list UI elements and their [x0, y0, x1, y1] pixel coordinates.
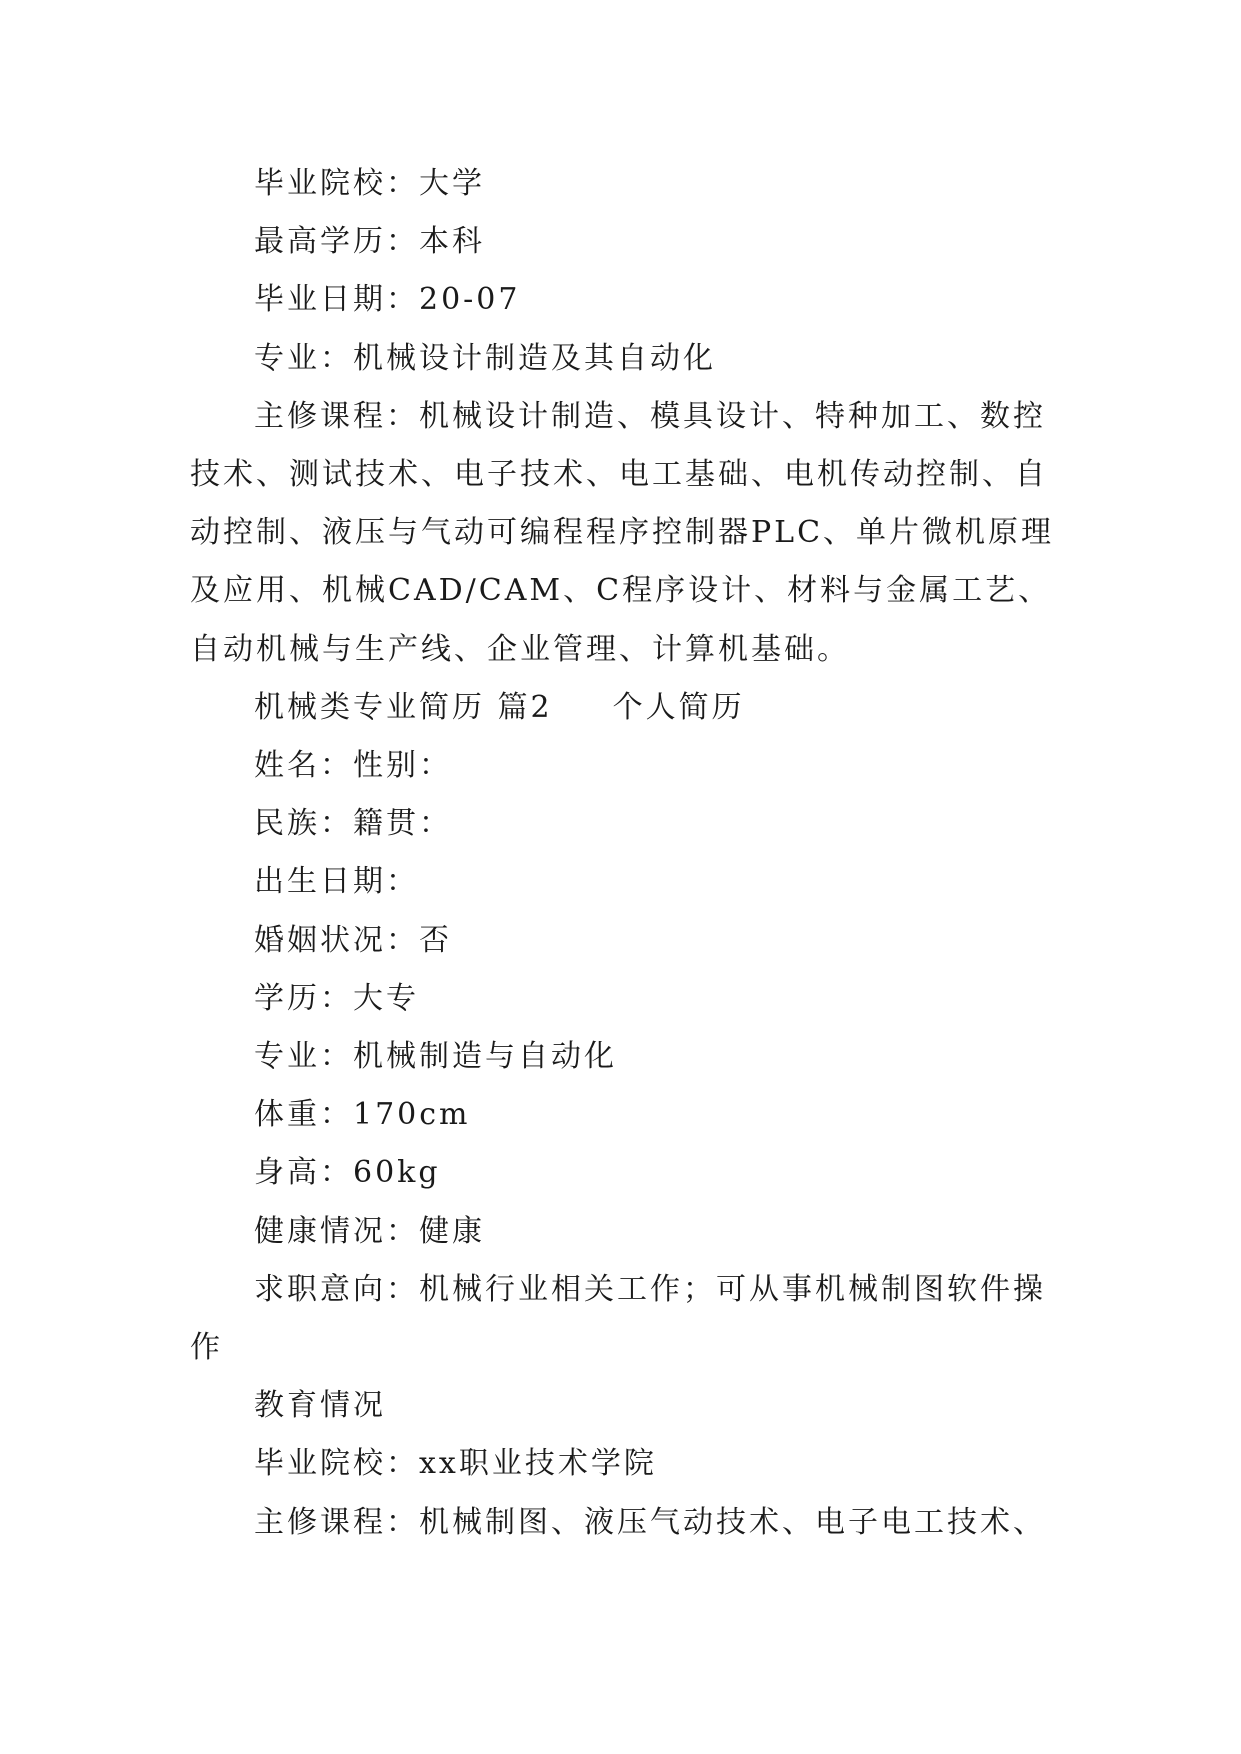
graduation-date-line: 毕业日期：20-07: [254, 282, 521, 318]
marital-status-line: 婚姻状况：否: [254, 922, 452, 958]
health-line: 健康情况：健康: [254, 1213, 485, 1249]
graduation-school-line-2: 毕业院校：xx职业技术学院: [254, 1446, 657, 1482]
education-level-line: 学历：大专: [254, 980, 419, 1016]
document-body: [190, 155, 1055, 1552]
major-line: 专业：机械设计制造及其自动化: [254, 340, 716, 376]
birth-date-line: 出生日期：: [254, 864, 419, 900]
weight-line: 体重：170cm: [254, 1097, 471, 1133]
main-courses-paragraph: 主修课程：机械设计制造、模具设计、特种加工、数控技术、测试技术、电子技术、电工基础、电机传动控制、自动控制、液压与气动可编程程序控制器PLC、单片微机原理及应用、机械CAD/CAM、C程序设计、材料与金属工艺、自动机械与生产线、企业管理、计算机基础。: [190, 398, 1055, 667]
highest-education-line: 最高学历：本科: [254, 224, 485, 260]
main-courses-line-2: 主修课程：机械制图、液压气动技术、电子电工技术、: [254, 1504, 1046, 1540]
section-heading-subtitle: 个人简历: [612, 689, 745, 725]
section-heading-title: 机械类专业简历 篇2: [254, 689, 553, 725]
height-line: 身高：60kg: [254, 1155, 441, 1191]
job-intention-paragraph: 求职意向：机械行业相关工作；可从事机械制图软件操作: [190, 1271, 1046, 1366]
name-gender-line: 姓名：性别：: [254, 748, 452, 784]
ethnicity-origin-line: 民族：籍贯：: [254, 806, 452, 842]
major-line-2: 专业：机械制造与自动化: [254, 1039, 617, 1075]
education-heading: 教育情况: [254, 1388, 386, 1424]
graduation-school-line: 毕业院校：大学: [254, 166, 485, 201]
section-heading: [190, 679, 1055, 737]
